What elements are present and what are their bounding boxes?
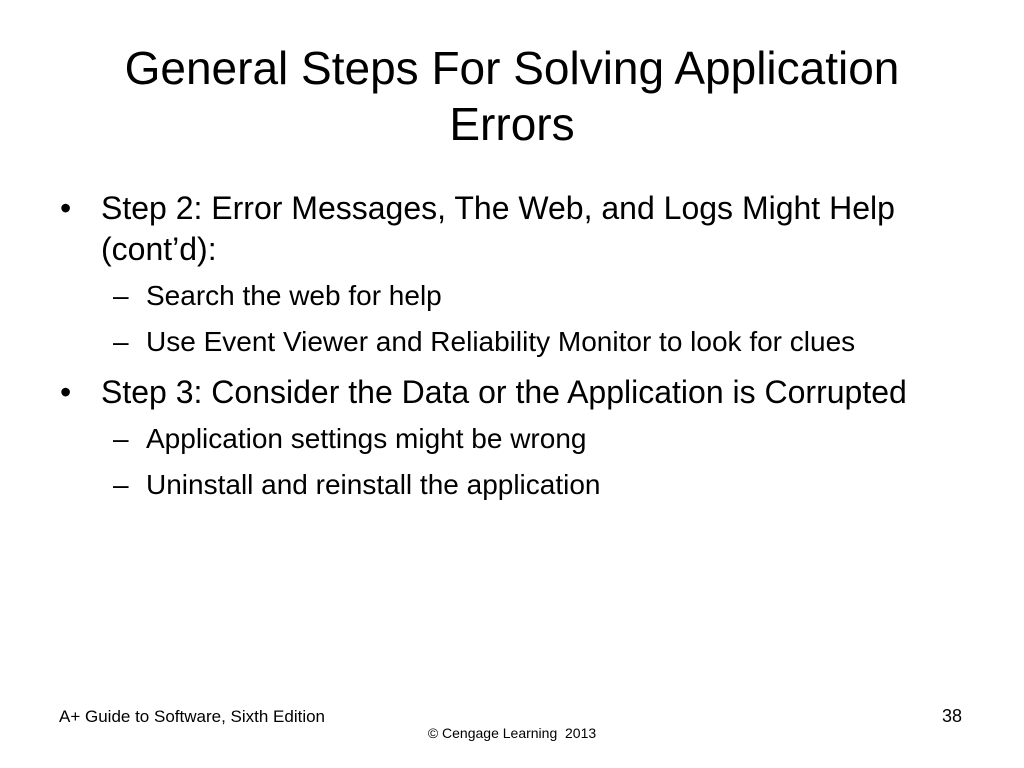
sub-bullet-text: Search the web for help [146,280,442,311]
bullet-text: Step 3: Consider the Data or the Application is Corrupted [101,374,907,410]
sub-bullet-text: Use Event Viewer and Reliability Monitor to look for clues [146,326,856,357]
footer-book-title: A+ Guide to Software, Sixth Edition [59,707,326,726]
bullet-marker: • [60,190,72,226]
slide-content [58,188,958,515]
sub-bullet-marker: – [113,326,129,357]
bullet-step-2 [58,188,958,270]
bullet-marker: • [60,374,72,410]
sub-bullet-event-viewer [58,322,958,362]
sub-bullet-app-settings [58,419,958,459]
sub-bullet-text: Application settings might be wrong [146,423,587,454]
sub-bullet-reinstall [58,465,958,505]
sub-bullet-text: Uninstall and reinstall the application [146,469,601,500]
bullet-text: Step 2: Error Messages, The Web, and Logs Might Help (cont’d): [101,190,895,267]
sub-bullet-marker: – [113,423,129,454]
sub-bullet-search-web [58,276,958,316]
page-number: 38 [941,706,962,726]
footer-copyright: © Cengage Learning 2013 [427,725,597,741]
title-line-1: General Steps For Solving Application [124,42,900,94]
title-line-2: Errors [449,98,575,150]
slide-title [40,40,984,152]
sub-bullet-marker: – [113,469,129,500]
bullet-step-3 [58,372,958,413]
sub-bullet-marker: – [113,280,129,311]
